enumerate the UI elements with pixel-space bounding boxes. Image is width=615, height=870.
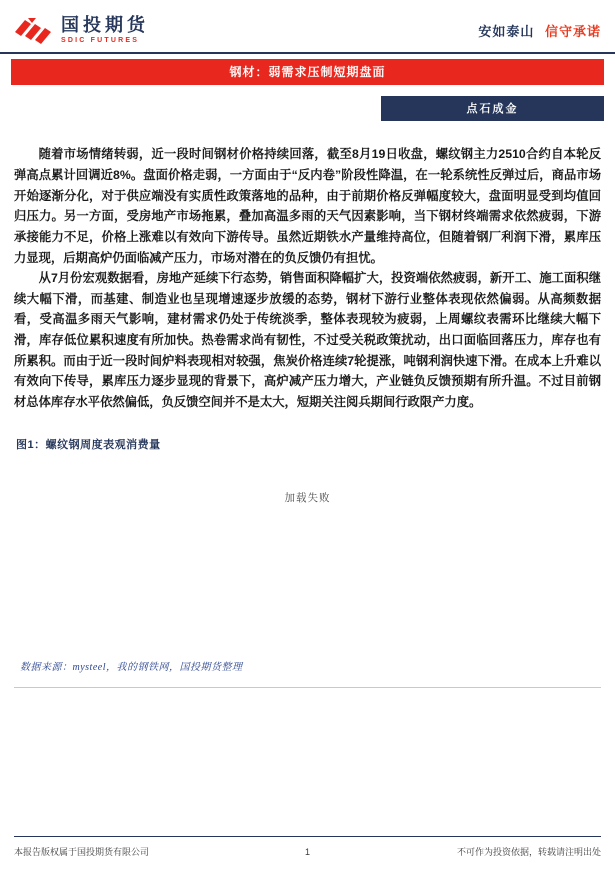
- section-banner-row: [11, 96, 604, 121]
- body-paragraph-1: 随着市场情绪转弱，近一段时间钢材价格持续回落，截至8月19日收盘，螺纹钢主力2510合约自本轮反弹高点累计回调近8%。盘面价格走弱，一方面由于“反内卷”阶段性降温，在一轮系统性反弹过后，商品市场开始逐渐分化，对于供应端没有实质性政策落地的品种，由于前期价格反弹幅度较大，盘面明显受到均值回归压力。另一方面，受房地产市场拖累，叠加高温多雨的天气因素影响，当下钢材终端需求依然疲弱，下游承接能力不足，价格上涨难以有效向下游传导。虽然近期铁水产量维持高位，但随着钢厂利润下滑，累库压力显现，后期高炉仍面临减产压力，市场对潜在的负反馈仍有担忧。: [14, 147, 601, 265]
- brand-subtitle: SDIC FUTURES: [61, 36, 140, 44]
- figure-caption: 图1：螺纹钢周度表观消费量: [16, 438, 161, 451]
- report-header: [0, 0, 615, 54]
- brand-text: [61, 16, 149, 44]
- chart-area: [14, 452, 601, 654]
- page-number: 1: [304, 846, 310, 857]
- header-slogan: [478, 21, 601, 40]
- slogan-left: 安如泰山: [478, 23, 535, 39]
- chart-load-failed-text: 加载失败: [284, 491, 331, 504]
- slogan-right: 信守承诺: [544, 23, 601, 39]
- data-source-note: 数据来源：mysteel，我的钢铁网，国投期货整理: [14, 654, 601, 688]
- sdic-logo-icon: [14, 16, 54, 44]
- report-footer: [14, 836, 601, 858]
- report-title-banner: 钢材：弱需求压制短期盘面: [11, 59, 604, 85]
- brand-name: 国投期货: [61, 15, 149, 35]
- footer-copyright: 本报告版权属于国投期货有限公司: [14, 847, 150, 857]
- report-body: [14, 144, 601, 413]
- body-paragraph-2: 从7月份宏观数据看，房地产延续下行态势，销售面积降幅扩大，投资端依然疲弱，新开工、施工面积继续大幅下滑，而基建、制造业也呈现增速逐步放缓的态势，钢材下游行业整体表现依然偏弱。从高频数据看，受高温多雨天气影响，建材需求仍处于传统淡季，整体表现较为疲弱，上周螺纹表需环比继续大幅下滑，库存低位累积速度有所加快。热卷需求尚有韧性，不过受关税政策扰动，出口面临回落压力，库存也有所累积。而由于近一段时间炉料表现相对较强，焦炭价格连续7轮提涨，吨钢利润快速下滑。在成本上升难以有效向下传导，累库压力逐步显现的背景下，高炉减产压力增大，产业链负反馈预期有所升温。不过目前钢材总体库存水平依然偏低，负反馈空间并不是太大，短期关注阅兵期间行政限产力度。: [14, 271, 601, 410]
- footer-disclaimer: 不可作为投资依据，转载请注明出处: [456, 847, 601, 857]
- section-banner: 点石成金: [381, 96, 604, 121]
- brand: [14, 16, 149, 44]
